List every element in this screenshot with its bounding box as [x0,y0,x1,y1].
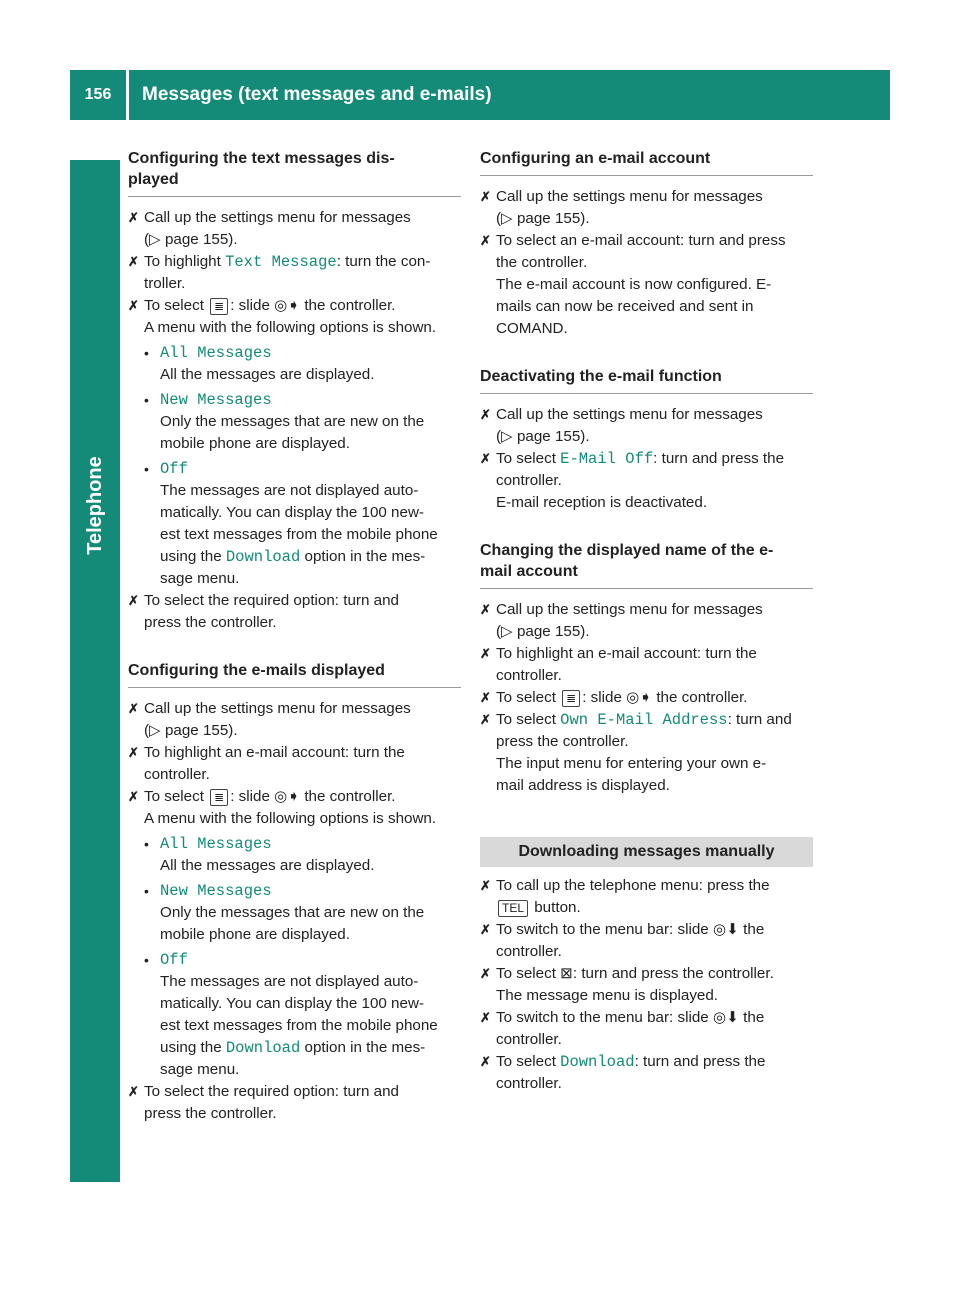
step-text: : turn and press the controller. [572,965,774,982]
step-marker-icon: ✗ [480,712,491,727]
menu-item-code: E-Mail Off [560,450,654,468]
step [480,643,813,687]
step-marker-icon: ✗ [480,690,491,705]
instruction-list [480,186,813,340]
step-text: mails can now be received and sent in [496,298,754,315]
menu-item-code: Own E-Mail Address [560,711,728,729]
step-text: To select the required option: turn and [144,592,399,609]
section-heading-displayed-name [480,540,813,589]
page-reference[interactable]: (▷ page 155). [496,210,590,227]
header-separator [126,70,129,120]
step-marker-icon: ✗ [480,1054,491,1069]
step-text: press the controller. [144,614,277,631]
page-reference[interactable]: (▷ page 155). [496,428,590,445]
step-text: the controller. [300,788,396,805]
page-title: Messages (text messages and e-mails) [142,84,492,105]
step-text: : slide [230,297,275,314]
step-text: the [738,921,765,938]
step-marker-icon: ✗ [128,210,139,225]
step-marker-icon: ✗ [480,189,491,204]
step-text: controller. [496,943,562,960]
step [480,404,813,448]
step-text: : turn and [727,711,792,728]
section-heading-deactivating: Deactivating the e-mail function [480,366,813,394]
heading-line-1: Configuring the text messages dis- [128,150,395,167]
section-heading-downloading: Downloading messages manually [480,837,813,867]
step-text: To select [496,1053,561,1070]
desc-line: option in the mes- [300,1039,426,1056]
option-item [128,458,461,480]
bullet-icon: • [144,345,149,361]
step-text: controller. [496,472,562,489]
step-text: E-mail reception is deactivated. [496,494,708,511]
desc-line: sage menu. [160,1061,240,1078]
option-description [128,902,461,946]
bullet-icon: • [144,392,149,408]
step-text: : slide [582,689,627,706]
left-column [128,148,461,1125]
step-text: To call up the telephone menu: press the [496,877,770,894]
desc-line: sage menu. [160,570,240,587]
step-text: the controller. [300,297,396,314]
option-item [128,833,461,855]
step [480,1051,813,1095]
desc-line: est text messages from the mobile phone [160,526,438,543]
step-text: controller. [496,667,562,684]
side-tab [70,160,120,1182]
instruction-list [480,875,813,1095]
envelope-icon: ⊠ [560,965,573,982]
step-marker-icon: ✗ [480,407,491,422]
desc-line: Only the messages that are new on the [160,413,425,430]
step-text: press the controller. [496,733,629,750]
desc-line: est text messages from the mobile phone [160,1017,438,1034]
slide-down-icon: ◎⬇ [712,921,739,938]
page-number: 156 [84,86,112,103]
option-code: Download [225,548,301,566]
step-text: : turn and press the [653,450,785,467]
bullet-icon: • [144,461,149,477]
step [480,230,813,340]
instruction-list [480,404,813,514]
desc-line: The messages are not displayed auto- [160,973,419,990]
step-text: Call up the settings menu for messages [144,209,411,226]
menu-icon: ≣ [562,690,580,707]
step-text: To highlight an e-mail account: turn the [496,645,757,662]
step-text: A menu with the following options is shown. [144,319,437,336]
menu-icon: ≣ [210,789,228,806]
step-text: press the controller. [144,1105,277,1122]
heading-line-2: mail account [480,563,578,580]
option-description [128,411,461,455]
option-code: All Messages [160,344,272,362]
step-text: A menu with the following options is shown. [144,810,437,827]
step-marker-icon: ✗ [480,646,491,661]
desc-line: The messages are not displayed auto- [160,482,419,499]
step [480,919,813,963]
step [128,295,461,339]
option-item [128,949,461,971]
step [128,1081,461,1125]
menu-item-code: Text Message [225,253,337,271]
slide-down-icon: ◎⬇ [712,1009,739,1026]
step [480,963,813,1007]
step-text: controller. [144,766,210,783]
step-text: troller. [144,275,186,292]
step-text: the controller. [496,254,588,271]
step-text: The message menu is displayed. [496,987,719,1004]
step-text: Call up the settings menu for messages [496,601,763,618]
step-marker-icon: ✗ [128,298,139,313]
step-text: To switch to the menu bar: slide [496,921,713,938]
option-item [128,342,461,364]
step-marker-icon: ✗ [128,701,139,716]
step-marker-icon: ✗ [480,602,491,617]
step-marker-icon: ✗ [480,233,491,248]
step [128,786,461,830]
menu-icon: ≣ [210,298,228,315]
step-text: To select the required option: turn and [144,1083,399,1100]
step-text: To highlight [144,253,226,270]
step-marker-icon: ✗ [128,745,139,760]
desc-line: option in the mes- [300,548,426,565]
step [480,599,813,643]
step-text: To select [496,965,561,982]
step-marker-icon: ✗ [480,966,491,981]
option-item [128,389,461,411]
step-text: The input menu for entering your own e- [496,755,767,772]
step [480,687,813,709]
step-text: : slide [230,788,275,805]
option-description [128,971,461,1081]
step-text: COMAND. [496,320,568,337]
step [480,875,813,919]
step-text: the [738,1009,765,1026]
step-text: : turn the con- [336,253,431,270]
step-text: button. [530,899,581,916]
section-heading-email-account: Configuring an e-mail account [480,148,813,176]
option-code: Off [160,460,188,478]
tel-key-icon: TEL [498,900,528,917]
step-marker-icon: ✗ [480,451,491,466]
section-heading-text-messages [128,148,461,197]
bullet-icon: • [144,836,149,852]
bullet-icon: • [144,883,149,899]
step-text: To select [496,689,561,706]
option-description: All the messages are displayed. [160,857,375,874]
side-tab-text: Telephone [83,455,106,555]
step-text: controller. [496,1075,562,1092]
step-text: Call up the settings menu for messages [496,406,763,423]
option-description: All the messages are displayed. [160,366,375,383]
desc-line: mobile phone are displayed. [160,926,350,943]
step-text: To switch to the menu bar: slide [496,1009,713,1026]
slide-right-icon: ◎➧ [626,689,653,706]
desc-line: using the [160,548,226,565]
desc-line: mobile phone are displayed. [160,435,350,452]
step-text: To select an e-mail account: turn and press [496,232,786,249]
option-item [128,880,461,902]
step-marker-icon: ✗ [128,593,139,608]
step-text: Call up the settings menu for messages [496,188,763,205]
side-tab-label [70,430,120,580]
heading-line-2: played [128,171,179,188]
step-text: Call up the settings menu for messages [144,700,411,717]
step-text: To select [496,450,561,467]
step-text: To highlight an e-mail account: turn the [144,744,405,761]
option-code: Download [225,1039,301,1057]
step [128,742,461,786]
section-heading-emails: Configuring the e-mails displayed [128,660,461,688]
step-text: mail address is displayed. [496,777,670,794]
step-text: the controller. [652,689,748,706]
step [128,698,461,742]
option-code: New Messages [160,882,272,900]
slide-right-icon: ◎➧ [274,788,301,805]
step-text: To select [496,711,561,728]
option-code: New Messages [160,391,272,409]
heading-line-1: Changing the displayed name of the e- [480,542,774,559]
step [480,448,813,514]
desc-line: matically. You can display the 100 new- [160,504,424,521]
option-code: Off [160,951,188,969]
instruction-list [128,207,461,634]
step [480,186,813,230]
page-reference[interactable]: (▷ page 155). [496,623,590,640]
option-description [128,480,461,590]
step-text: The e-mail account is now configured. E- [496,276,772,293]
step-text: : turn and press the [634,1053,766,1070]
page-reference[interactable]: (▷ page 155). [144,231,238,248]
step-marker-icon: ✗ [480,878,491,893]
step-marker-icon: ✗ [128,1084,139,1099]
step [128,207,461,251]
option-code: All Messages [160,835,272,853]
step-marker-icon: ✗ [480,1010,491,1025]
desc-line: Only the messages that are new on the [160,904,425,921]
step [480,1007,813,1051]
menu-item-code: Download [560,1053,635,1071]
step-text: To select [144,297,209,314]
instruction-list [480,599,813,797]
instruction-list [128,698,461,1125]
bullet-icon: • [144,952,149,968]
step-text: To select [144,788,209,805]
step-text: controller. [496,1031,562,1048]
step [128,590,461,634]
step-marker-icon: ✗ [128,254,139,269]
desc-line: matically. You can display the 100 new- [160,995,424,1012]
page-reference[interactable]: (▷ page 155). [144,722,238,739]
step-marker-icon: ✗ [480,922,491,937]
right-column [480,148,813,1095]
step [128,251,461,295]
step [480,709,813,797]
slide-right-icon: ◎➧ [274,297,301,314]
step-marker-icon: ✗ [128,789,139,804]
desc-line: using the [160,1039,226,1056]
